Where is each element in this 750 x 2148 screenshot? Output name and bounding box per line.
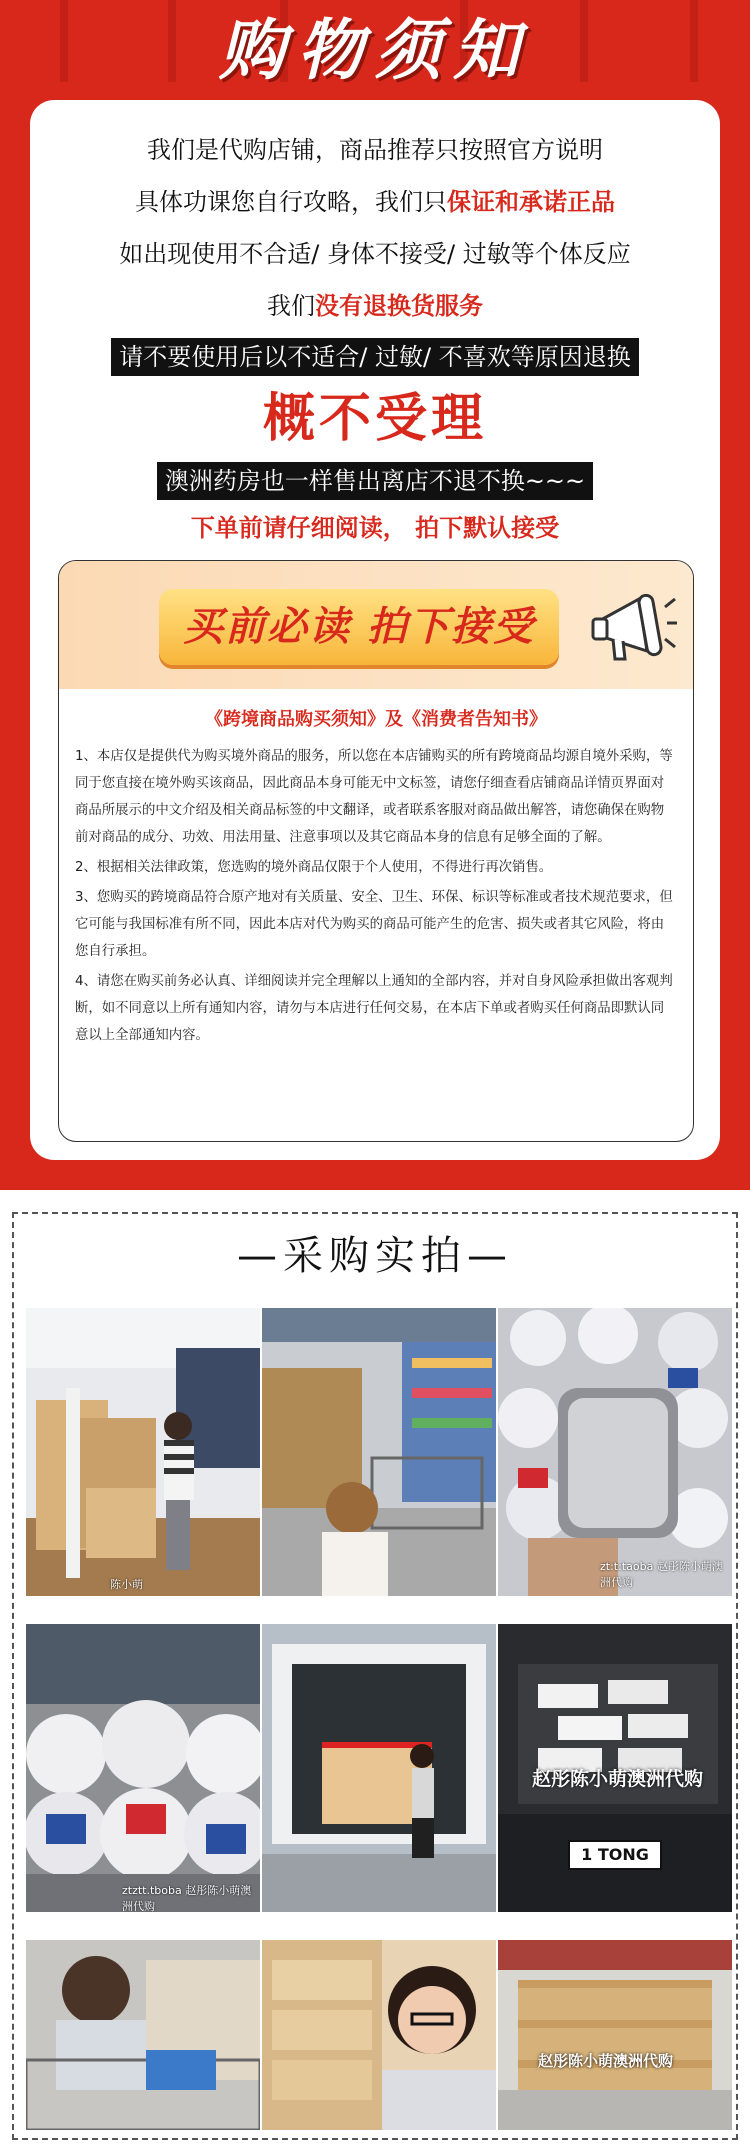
supermarket-photo bbox=[262, 1308, 496, 1596]
notice-banner bbox=[59, 561, 693, 689]
notice-card bbox=[30, 100, 720, 1160]
intro-line-7-bar: 澳洲药房也一样售出离店不退不换~~~ bbox=[157, 462, 593, 500]
notice-box bbox=[58, 560, 694, 1142]
notice-body bbox=[75, 743, 677, 1052]
intro-line-5 bbox=[30, 338, 720, 376]
photo-store-carts bbox=[498, 1940, 732, 2130]
intro-line-4 bbox=[30, 286, 720, 326]
page-title: 购物须知 bbox=[219, 12, 531, 89]
bag-pile-photo bbox=[26, 1624, 260, 1912]
license-plate: 1 TONG bbox=[568, 1840, 662, 1870]
selfie-photo bbox=[262, 1940, 496, 2130]
photo-watermark: ztztt.tboba 赵彤陈小萌澳洲代购 bbox=[122, 1884, 252, 1912]
notice-item: 2、根据相关法律政策，您选购的境外商品仅限于个人使用，不得进行再次销售。 bbox=[75, 860, 553, 875]
intro-line-2 bbox=[30, 182, 720, 222]
intro-line-3: 如出现使用不合适/ 身体不接受/ 过敏等个体反应 bbox=[119, 240, 631, 268]
photo-car-trunk bbox=[498, 1624, 732, 1912]
notice-banner-text: 买前必读 拍下接受 bbox=[183, 604, 535, 650]
photo-bags-hand bbox=[498, 1308, 732, 1596]
photo-watermark: 陈小萌 bbox=[110, 1578, 143, 1591]
photo-store-boxes bbox=[26, 1308, 260, 1596]
intro-line-7 bbox=[30, 462, 720, 500]
photo-bag-pile bbox=[26, 1624, 260, 1912]
photo-supermarket-child bbox=[262, 1308, 496, 1596]
bags-photo bbox=[498, 1308, 732, 1596]
photo-van bbox=[262, 1624, 496, 1912]
megaphone-icon bbox=[589, 589, 679, 669]
van-photo bbox=[262, 1624, 496, 1912]
notice-item: 1、本店仅是提供代为购买境外商品的服务，所以您在本店铺购买的所有跨境商品均源自境外采购，等同于您直接在境外购买该商品，因此商品本身可能无中文标签，请您仔细查看店铺商品详情页界面对商品所展示的中文介绍及相关商品标签的中文翻译，或者联系客服对商品做出解答，请您确保在购物前对商品的成分、功效、用法用量、注意事项以及其它商品本身的信息有足够全面的了解。 bbox=[75, 749, 673, 845]
intro-line-1: 我们是代购店铺，商品推荐只按照官方说明 bbox=[147, 136, 603, 164]
warehouse-photo bbox=[26, 1308, 260, 1596]
intro-line-2-highlight: 保证和承诺正品 bbox=[447, 188, 615, 216]
notice-item: 3、您购买的跨境商品符合原产地对有关质量、安全、卫生、环保、标识等标准或者技术规范要求，但它可能与我国标准有所不同，因此本店对代为购买的商品可能产生的危害、损失或者其它风险，将由您自行承担。 bbox=[75, 890, 673, 959]
intro-line-4-highlight: 没有退换货服务 bbox=[315, 292, 483, 320]
notice-title: 《跨境商品购买须知》及《消费者告知书》 bbox=[205, 709, 547, 730]
notice-banner-pill bbox=[159, 589, 559, 665]
photo-child-cart bbox=[26, 1940, 260, 2130]
photo-selfie-boxes bbox=[262, 1940, 496, 2130]
intro-line-4-text: 我们 bbox=[267, 292, 315, 320]
notice-item: 4、请您在购买前务必认真、详细阅读并完全理解以上通知的全部内容，并对自身风险承担做出客观判断，如不同意以上所有通知内容，请勿与本店进行任何交易，在本店下单或者购买任何商品即默认同意以上全部通知内容。 bbox=[75, 974, 673, 1043]
photo-watermark: 赵彤陈小萌澳洲代购 bbox=[538, 2052, 674, 2070]
intro-line-5-bar: 请不要使用后以不适合/ 过敏/ 不喜欢等原因退换 bbox=[111, 338, 638, 376]
intro-line-8: 下单前请仔细阅读， 拍下默认接受 bbox=[190, 514, 560, 542]
gallery-title: —采购实拍— bbox=[237, 1233, 513, 1279]
store-carts-photo bbox=[498, 1940, 732, 2130]
intro-line-6: 概不受理 bbox=[262, 389, 487, 449]
photo-watermark: 赵彤陈小萌澳洲代购 bbox=[532, 1768, 704, 1790]
photo-watermark: zt:t:taoba 赵彤陈小萌澳洲代购 bbox=[600, 1560, 723, 1589]
intro-line-2-text: 具体功课您自行攻略，我们只 bbox=[135, 188, 447, 216]
child-cart-photo bbox=[26, 1940, 260, 2130]
